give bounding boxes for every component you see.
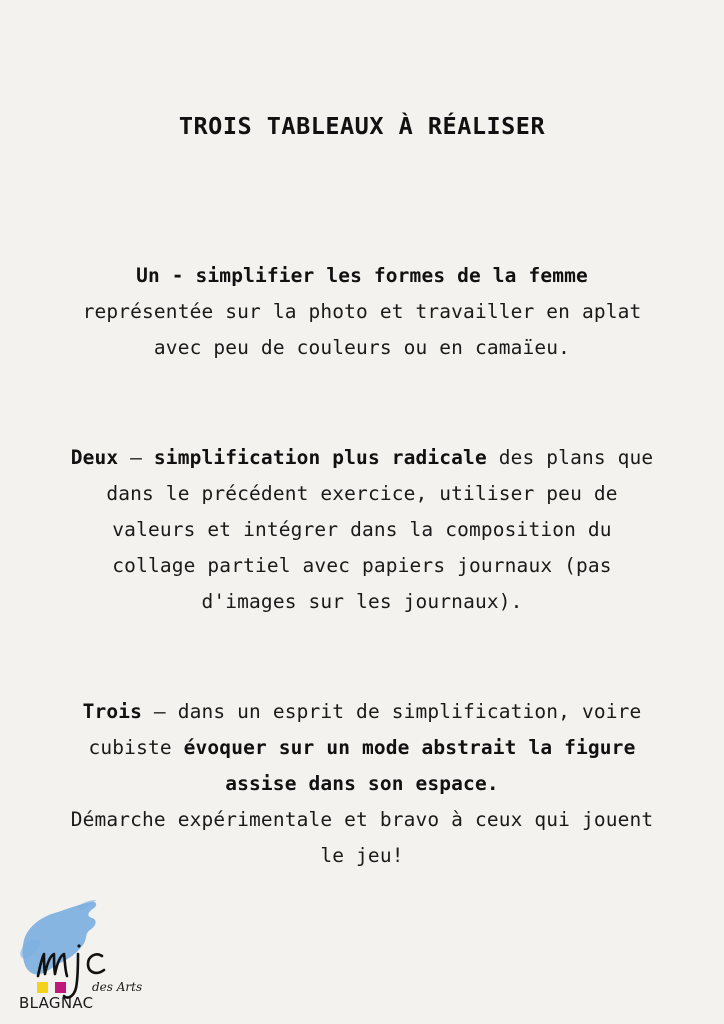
splash-shape (23, 902, 97, 975)
paragraph-two (8, 440, 716, 620)
magenta-square (55, 982, 66, 993)
paragraph-two-line: d'images sur les journaux). (201, 590, 523, 613)
paragraph-one-line: avec peu de couleurs ou en camaïeu. (153, 336, 571, 359)
paragraph-three-line: le jeu! (320, 844, 404, 867)
logo-city-label: BLAGNAC (19, 994, 94, 1012)
logo-arts-label: des Arts (92, 980, 143, 994)
paragraph-two-line: valeurs et intégrer dans la composition du (112, 518, 612, 541)
paragraph-two-line: dans le précédent exercice, utiliser peu de (106, 482, 618, 505)
paragraph-three-line: cubiste évoquer sur un mode abstrait la figure (88, 736, 636, 759)
paragraph-three-line: assise dans son espace. (225, 772, 499, 795)
paragraph-one (8, 258, 716, 366)
paragraph-three-lead: Trois – dans un esprit de simplification, voire (82, 700, 642, 723)
paragraph-one-line: représentée sur la photo et travailler en aplat (82, 300, 642, 323)
paragraph-three (8, 694, 716, 874)
paragraph-two-lead: Deux – simplification plus radicale des plans que (70, 446, 654, 469)
paragraph-three-line: Démarche expérimentale et bravo à ceux qui jouent (70, 808, 654, 831)
paragraph-two-line: collage partiel avec papiers journaux (pas (112, 554, 612, 577)
yellow-square (37, 982, 48, 993)
paragraph-one-lead: Un - simplifier les formes de la femme (136, 264, 588, 287)
page-title: TROIS TABLEAUX À RÉALISER (178, 112, 546, 140)
